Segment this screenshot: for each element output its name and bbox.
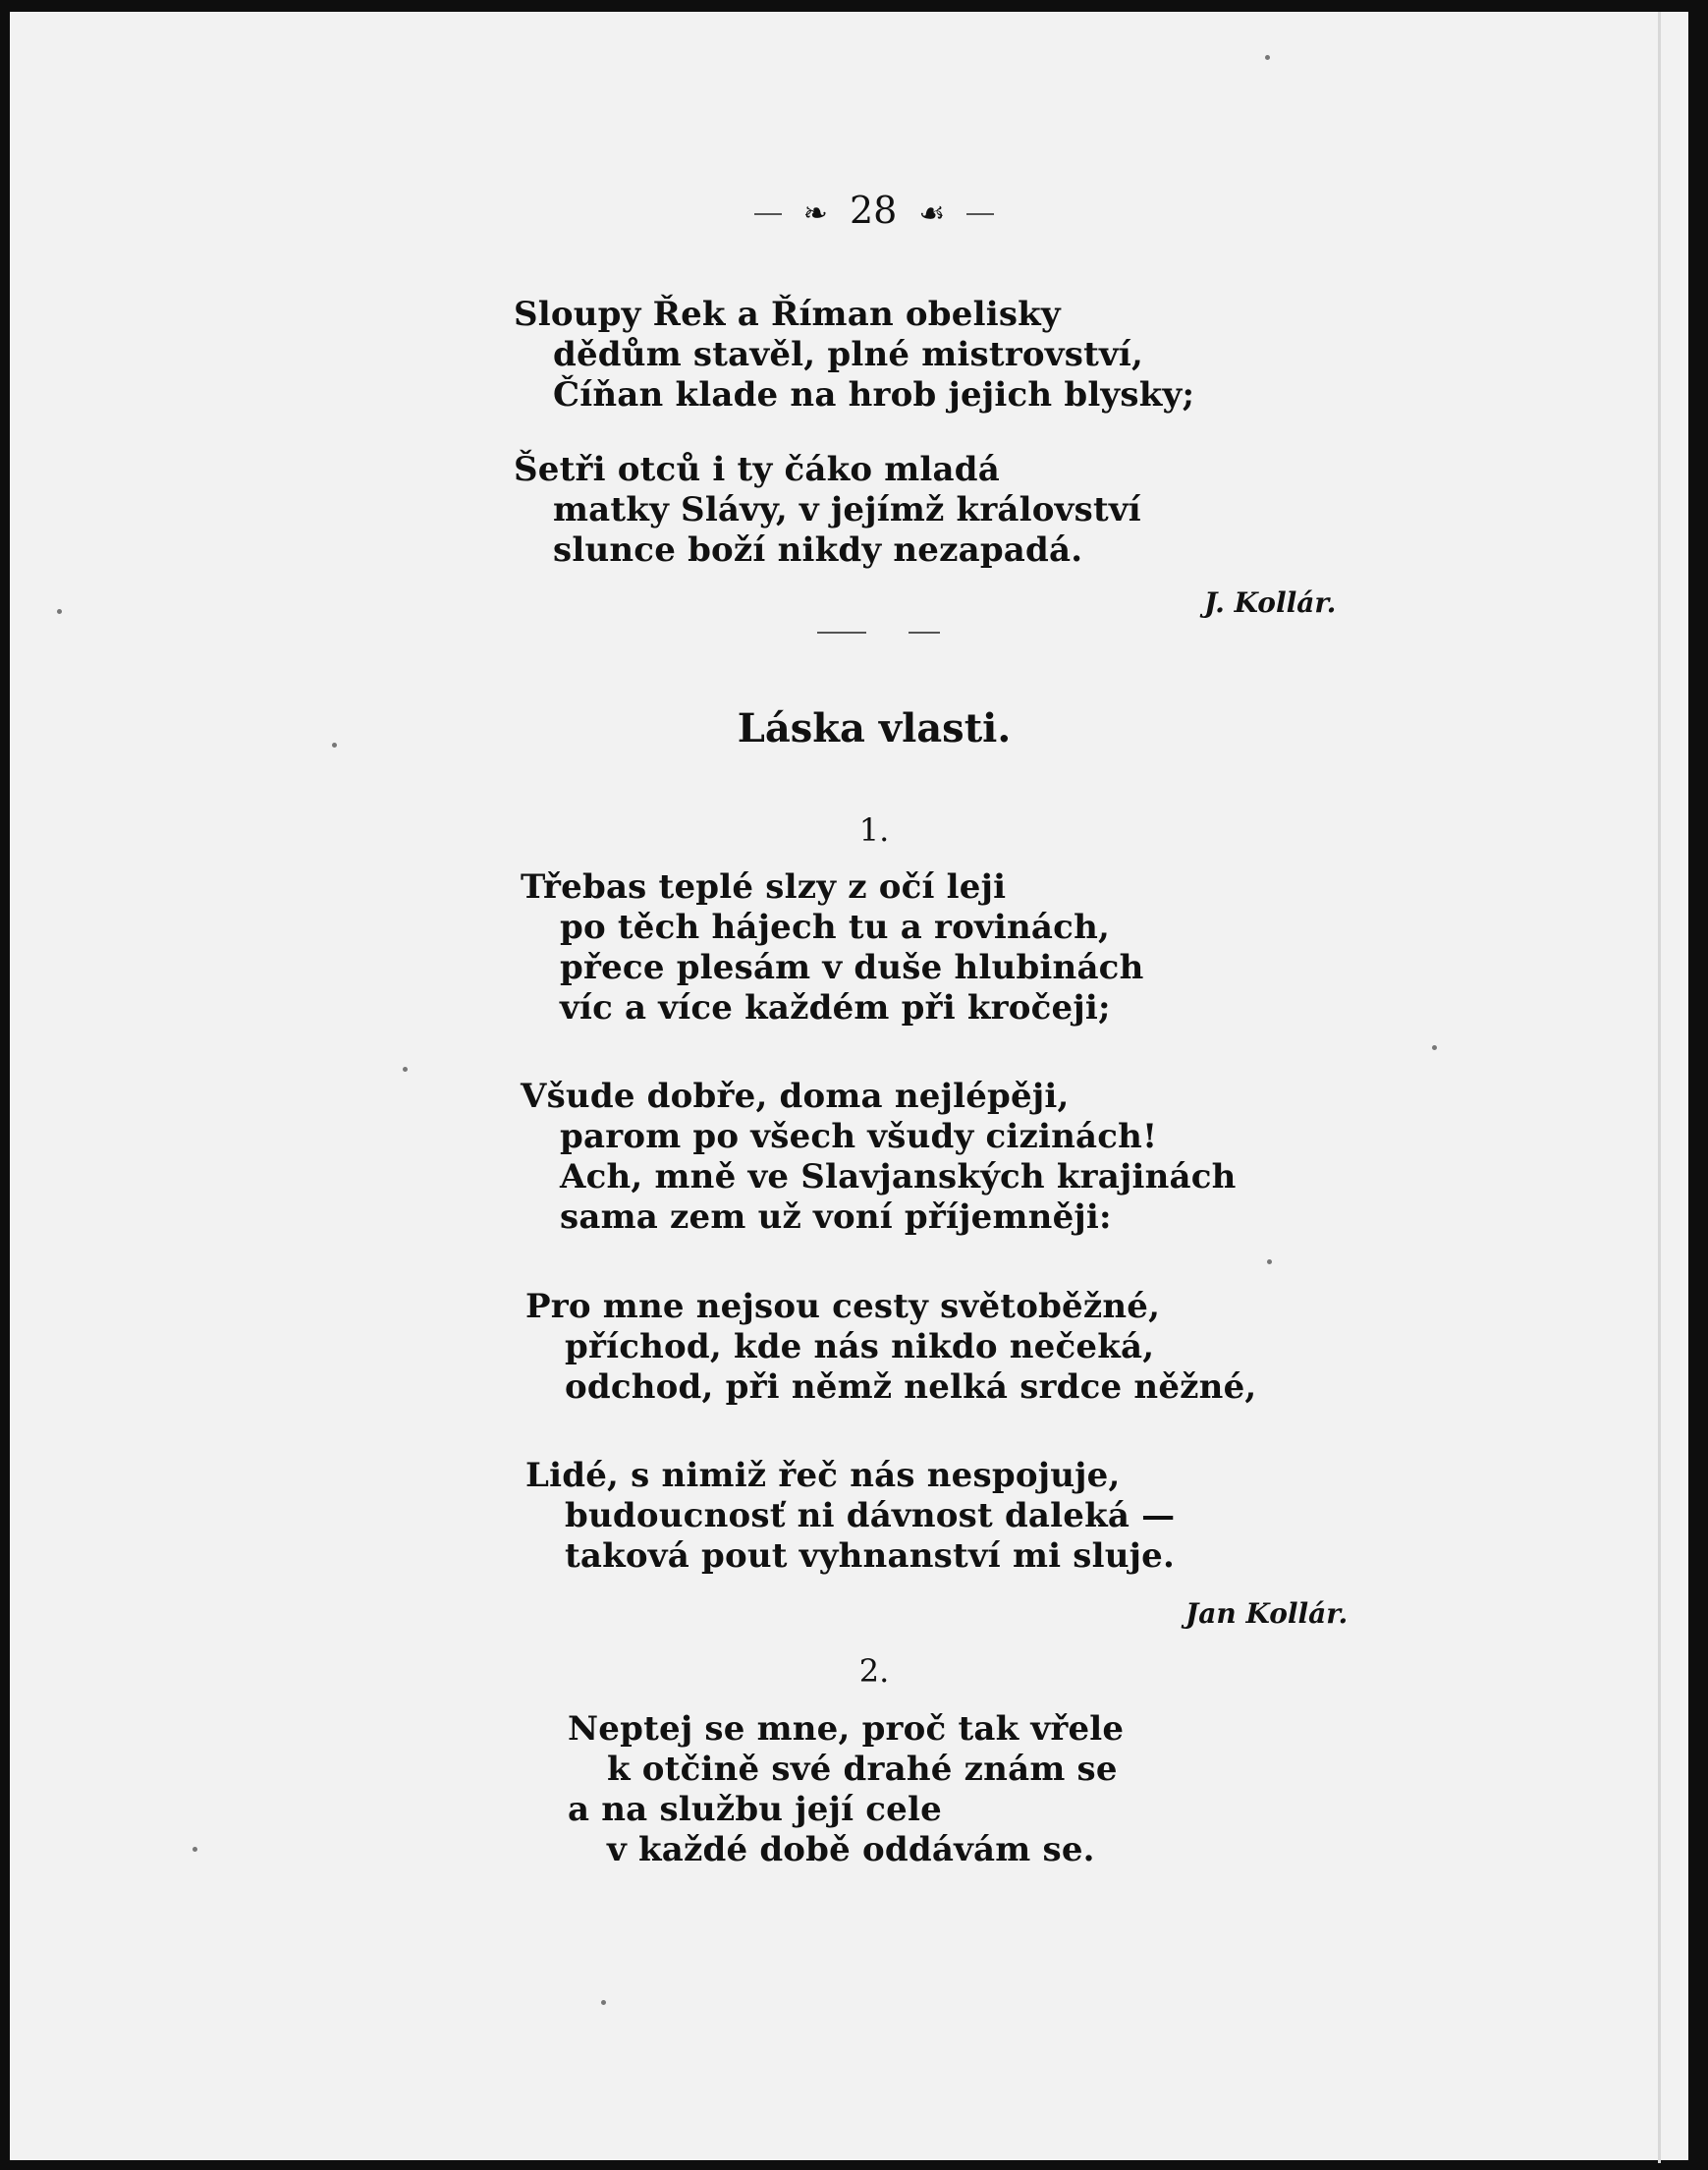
verse-line: taková pout vyhnanství mi sluje.: [565, 1536, 1176, 1576]
scan-speck: [332, 743, 337, 748]
page-edge-shadow: [1658, 12, 1661, 2163]
fragment-stanza-2: [514, 450, 1141, 571]
page-number: 28: [849, 189, 898, 232]
ornament-left-icon: ❧: [802, 196, 828, 231]
part-number-1: 1.: [858, 811, 890, 849]
fragment-author: J. Kollár.: [1204, 586, 1337, 619]
part1-stanza-1: [521, 867, 1144, 1029]
part-number-2: 2.: [858, 1652, 890, 1690]
scan-speck: [57, 609, 62, 614]
verse-line: příchod, kde nás nikdo nečeká,: [565, 1327, 1155, 1366]
scan-speck: [601, 2000, 606, 2005]
verse-line: víc a více každém při kročeji;: [560, 988, 1111, 1028]
verse-line: Neptej se mne, proč tak vřele: [568, 1709, 1125, 1749]
scan-speck: [1267, 1259, 1272, 1264]
verse-line: Šetři otců i ty čáko mladá: [514, 450, 1000, 489]
verse-line: Lidé, s nimiž řeč nás nespojuje,: [525, 1456, 1121, 1495]
poem-title: Láska vlasti.: [737, 705, 1012, 751]
verse-line: a na službu její cele: [568, 1790, 942, 1829]
part2-stanza-1: [568, 1709, 1124, 1870]
part1-author: Jan Kollár.: [1185, 1597, 1349, 1630]
scan-speck: [1432, 1045, 1437, 1050]
verse-line: dědům stavěl, plné mistrovství,: [553, 335, 1144, 374]
part1-stanza-2: [521, 1077, 1237, 1238]
verse-line: přece plesám v duše hlubinách: [560, 948, 1144, 987]
verse-line: parom po všech všudy cizinách!: [560, 1117, 1158, 1156]
scan-speck: [193, 1847, 197, 1852]
fragment-stanza-1: [514, 295, 1194, 416]
verse-line: Všude dobře, doma nejlépěji,: [521, 1077, 1070, 1116]
scan-speck: [403, 1067, 408, 1072]
scan-border-bottom: [0, 2160, 1708, 2170]
verse-line: slunce boží nikdy nezapadá.: [553, 530, 1083, 570]
verse-line: budoucnosť ni dávnost daleká —: [565, 1496, 1176, 1535]
verse-line: odchod, při němž nelká srdce něžné,: [565, 1367, 1257, 1407]
page-header: [0, 189, 1708, 232]
header-rule-left: [754, 213, 782, 215]
verse-line: po těch hájech tu a rovinách,: [560, 908, 1111, 947]
verse-line: Sloupy Řek a Říman obelisky: [514, 295, 1061, 334]
scan-speck: [1265, 55, 1270, 60]
ornament-right-icon: ☙: [918, 196, 946, 231]
verse-line: Třebas teplé slzy z očí leji: [521, 867, 1007, 907]
scan-border-right: [1688, 0, 1708, 2170]
verse-line: Číňan klade na hrob jejich blysky;: [553, 375, 1195, 415]
section-divider-right: [909, 632, 940, 634]
scan-border-top: [0, 0, 1708, 12]
part1-stanza-3: [525, 1287, 1256, 1408]
verse-line: v každé době oddávám se.: [607, 1830, 1095, 1869]
header-rule-right: [966, 213, 994, 215]
section-divider-left: [817, 632, 866, 634]
verse-line: sama zem už voní příjemněji:: [560, 1197, 1112, 1237]
verse-line: Pro mne nejsou cesty světoběžné,: [525, 1287, 1161, 1326]
verse-line: k otčině své drahé znám se: [607, 1750, 1118, 1789]
verse-line: matky Slávy, v jejímž království: [553, 490, 1141, 529]
verse-line: Ach, mně ve Slavjanských krajinách: [560, 1157, 1237, 1196]
scan-border-left: [0, 0, 10, 2170]
part1-stanza-4: [525, 1456, 1175, 1577]
